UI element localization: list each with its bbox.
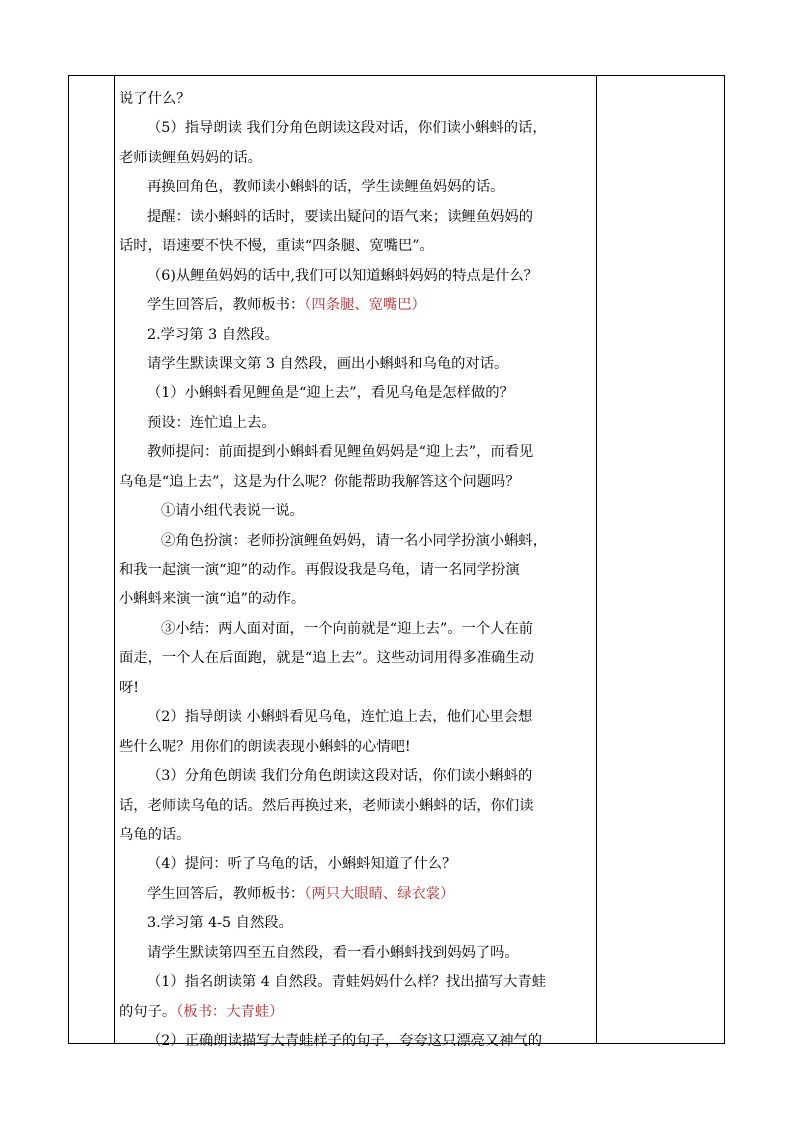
column-divider-left (114, 76, 115, 1043)
text-line-content: 学生回答后，教师板书： (147, 297, 305, 314)
text-line-content: （3）分角色朗读 我们分角色朗读这段对话，你们读小蝌蚪的 (147, 768, 533, 785)
text-line (119, 821, 594, 850)
text-line (119, 703, 594, 732)
text-line-content: （1）指名朗读第 4 自然段。青蛙妈妈什么样？找出描写大青蛙 (147, 974, 546, 991)
text-line (119, 615, 594, 644)
text-line-content: （6)从鲤鱼妈妈的话中,我们可以知道蝌蚪妈妈的特点是什么？ (147, 267, 538, 284)
text-line (119, 468, 594, 497)
text-line-content: 面走，一个人在后面跑，就是“追上去”。这些动词用得多准确生动 (119, 650, 534, 667)
text-line (119, 379, 594, 408)
text-line (119, 173, 594, 202)
text-line (119, 909, 594, 938)
text-line-content: 提醒：读小蝌蚪的话时，要读出疑问的语气来；读鲤鱼妈妈的 (147, 208, 534, 225)
text-line-content: 再换回角色，教师读小蝌蚪的话，学生读鲤鱼妈妈的话。 (147, 179, 505, 196)
text-line-content: 话时，语速要不快不慢，重读“四条腿、宽嘴巴”。 (119, 238, 434, 255)
text-line-content: 教师提问：前面提到小蝌蚪看见鲤鱼妈妈是“迎上去”，而看见 (147, 444, 534, 461)
text-line (119, 291, 594, 320)
text-line (119, 792, 594, 821)
text-line (119, 438, 594, 467)
text-line (119, 203, 594, 232)
text-line-content: 预设：连忙追上去。 (147, 414, 276, 431)
board-note: （板书：大青蛙） (176, 1003, 284, 1020)
text-line (119, 409, 594, 438)
text-line-content: 老师读鲤鱼妈妈的话。 (119, 149, 262, 166)
text-line (119, 232, 594, 261)
text-line-content: （1）小蝌蚪看见鲤鱼是“迎上去”，看见乌龟是怎样做的？ (147, 385, 514, 402)
text-line-content: 乌龟是“追上去”，这是为什么呢？你能帮助我解答这个问题吗？ (119, 473, 520, 490)
text-line-content: 的句子。 (119, 1003, 177, 1020)
text-line (119, 350, 594, 379)
text-line (119, 144, 594, 173)
text-line-content: ①请小组代表说一说。 (161, 503, 304, 520)
lesson-text-cell (119, 85, 594, 1056)
text-line-content: 请学生默读课文第 3 自然段，画出小蝌蚪和乌龟的对话。 (147, 355, 509, 372)
board-note: （四条腿、宽嘴巴） (304, 297, 426, 314)
text-line (119, 998, 594, 1027)
text-line-content: 说了什么？ (119, 91, 191, 107)
text-line-content: 和我一起演一演“迎”的动作。再假设我是乌龟，请一名同学扮演 (119, 562, 520, 578)
text-line-content: （4）提问：听了乌龟的话，小蝌蚪知道了什么？ (147, 856, 457, 873)
text-line (119, 585, 594, 614)
text-line-content: 乌龟的话。 (119, 826, 191, 843)
text-line-content: （2）指导朗读 小蝌蚪看见乌龟，连忙追上去，他们心里会想 (147, 709, 533, 726)
lesson-plan-table (68, 75, 725, 1049)
text-line (119, 262, 594, 291)
text-line-content: 小蝌蚪来演一演“追”的动作。 (119, 591, 306, 608)
text-line (119, 762, 594, 791)
text-line (119, 556, 594, 585)
board-note: （两只大眼睛、绿衣裳） (304, 885, 455, 902)
text-line (119, 321, 594, 350)
text-line (119, 1027, 594, 1056)
text-line (119, 85, 594, 114)
text-line-content: 3.学习第 4-5 自然段。 (147, 915, 293, 932)
column-divider-right (596, 76, 597, 1043)
text-line-content: 呀! (119, 679, 140, 696)
text-line (119, 644, 594, 673)
text-line-content: 些什么呢？用你们的朗读表现小蝌蚪的心情吧! (119, 738, 411, 755)
text-line-content: （2）正确朗读描写大青蛙样子的句子，夸夸这只漂亮又神气的 (147, 1033, 543, 1049)
text-line-content: 话，老师读乌龟的话。然后再换过来，老师读小蝌蚪的话，你们读 (119, 797, 534, 814)
text-line (119, 114, 594, 143)
text-line-content: ③小结：两人面对面，一个向前就是“迎上去”。一个人在前 (161, 620, 534, 637)
text-line (119, 850, 594, 879)
text-line-content: 请学生默读第四至五自然段，看一看小蝌蚪找到妈妈了吗。 (147, 944, 519, 961)
text-line (119, 939, 594, 968)
text-line-content: 2.学习第 3 自然段。 (147, 326, 279, 343)
text-line (119, 968, 594, 997)
text-line (119, 674, 594, 703)
text-line (119, 497, 594, 526)
text-line-content: （5）指导朗读 我们分角色朗读这段对话，你们读小蝌蚪的话， (147, 120, 547, 137)
text-line-content: 学生回答后，教师板书： (147, 885, 305, 902)
text-line (119, 527, 594, 556)
text-line (119, 880, 594, 909)
text-line (119, 733, 594, 762)
text-line-content: ②角色扮演：老师扮演鲤鱼妈妈，请一名小同学扮演小蝌蚪， (161, 532, 548, 549)
